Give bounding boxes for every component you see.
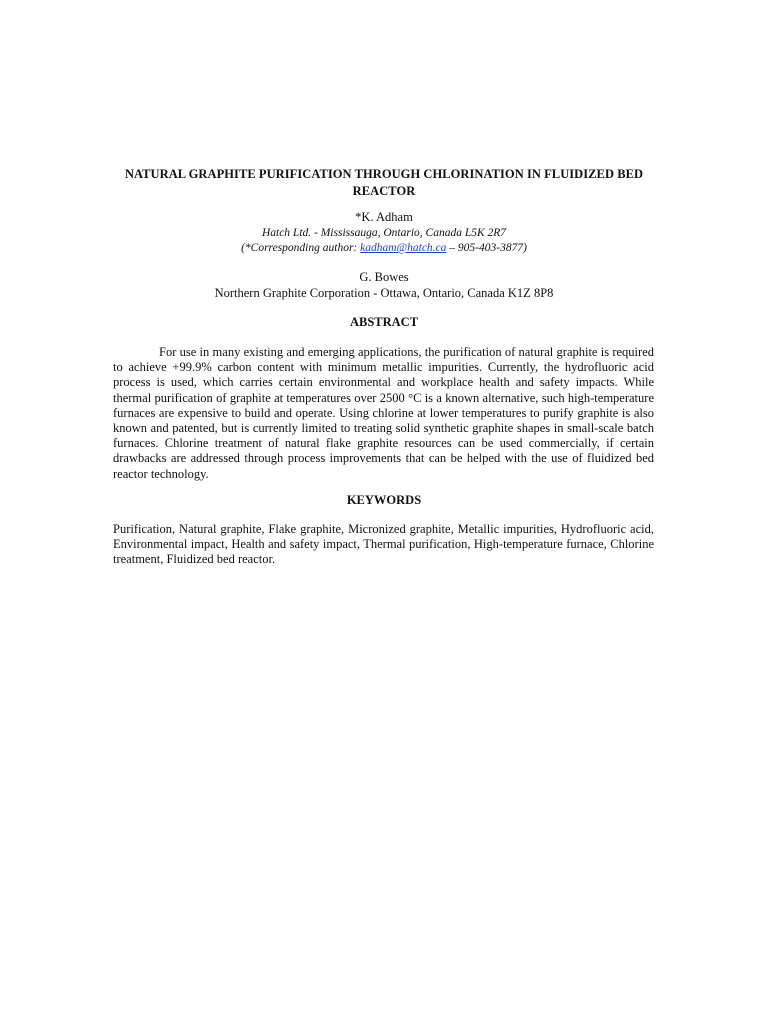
keywords-text: Purification, Natural graphite, Flake graphite, Micronized graphite, Metallic impurities, Hydrofluoric acid, Environmental impact, Health and safety impact, Thermal purification, High-temperature furnace, Chlorine treatment, Fluidized bed reactor. (113, 522, 654, 567)
author1-contact (84, 240, 684, 256)
abstract-text: For use in many existing and emerging applications, the purification of natural graphite is required to achieve +99.9% carbon content with minimum metallic impurities. Currently, the hydrofluoric acid process is used, which carries certain environmental and workplace health and safety impacts. While thermal purification of graphite at temperatures over 2500 °C is a known alternative, such high-temperature furnaces are expensive to build and operate. Using chlorine at lower temperatures to purify graphite is also known and patented, but is currently limited to treating solid synthetic graphite shapes in small-scale batch furnaces. Chlorine treatment of natural flake graphite resources can be used commercially, if certain drawbacks are addressed through process improvements that can be helped with the use of fluidized bed reactor technology. (113, 345, 654, 481)
paper-title: NATURAL GRAPHITE PURIFICATION THROUGH CHLORINATION IN FLUIDIZED BED REACTOR (124, 167, 644, 198)
contact-prefix: (*Corresponding author: (241, 242, 361, 254)
abstract-heading: ABSTRACT (349, 315, 419, 329)
author1-name: *K. Adham (355, 210, 413, 224)
contact-suffix: – 905-403-3877) (446, 242, 527, 254)
author1-affiliation: Hatch Ltd. - Mississauga, Ontario, Canada L5K 2R7 (261, 227, 507, 239)
author2-name: G. Bowes (359, 270, 409, 284)
keywords-heading: KEYWORDS (346, 493, 422, 507)
author2-affiliation: Northern Graphite Corporation - Ottawa, Ontario, Canada K1Z 8P8 (214, 286, 554, 300)
author-email-link[interactable]: kadham@hatch.ca (360, 242, 447, 254)
